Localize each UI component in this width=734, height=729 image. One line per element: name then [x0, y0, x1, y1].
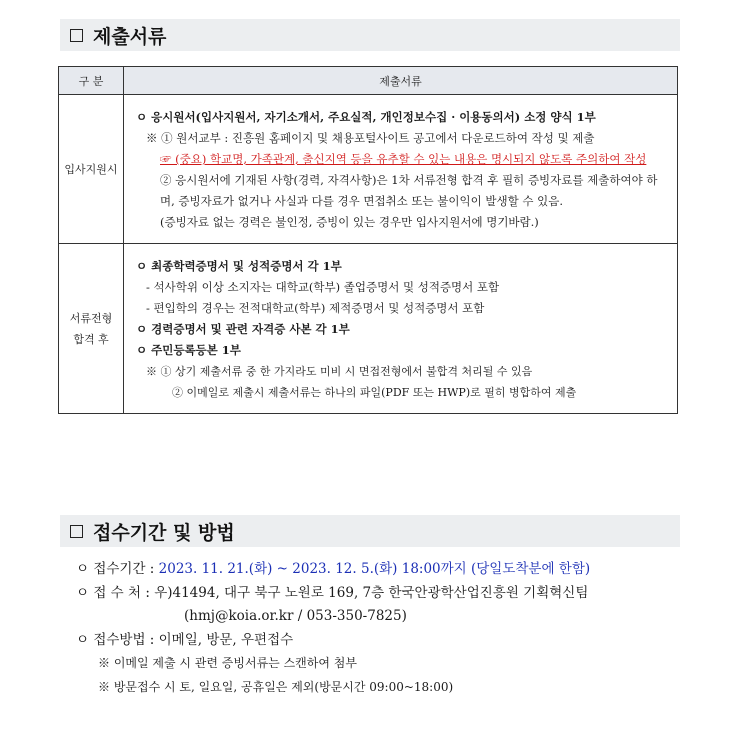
list-item: ㅇ 주민등록등본 1부: [136, 343, 241, 357]
section-title: 접수기간 및 방법: [93, 521, 235, 544]
period-label: ㅇ 접수기간 :: [76, 561, 155, 577]
column-header-category: 구 분: [59, 67, 124, 95]
list-item: ㅇ 최종학력증명서 및 성적증명서 각 1부: [136, 259, 342, 273]
period-row: [76, 558, 590, 582]
checkbox-square-icon: [70, 29, 83, 42]
row-label-application: 입사지원시: [59, 95, 124, 244]
place-row: [76, 582, 590, 606]
row-content-application: [124, 95, 678, 244]
note-item: ② 응시원서에 기재된 사항(경력, 자격사항)은 1차 서류전형 합격 후 필히 증빙자료를 제출하여야 하며, 증빙자료가 없거나 사실과 다를 경우 면접취소 또는 불이익이 발생할 수 있음.: [160, 173, 658, 208]
documents-table: [58, 66, 678, 414]
section-header-submission: [60, 515, 680, 547]
note-item: ※ ① 상기 제출서류 중 한 가지라도 미비 시 면접전형에서 불합격 처리될 수 있음: [146, 365, 533, 378]
row-content-after-screening: [124, 244, 678, 414]
note-scan: ※ 이메일 제출 시 관련 증빙서류는 스캔하여 첨부: [98, 656, 357, 670]
note-item: ② 이메일로 제출시 제출서류는 하나의 파일(PDF 또는 HWP)로 필히 병합하여 제출: [172, 386, 577, 399]
list-item: ㅇ 응시원서(입사지원서, 자기소개서, 주요실적, 개인정보수집 · 이용동의서) 소정 양식 1부: [136, 110, 596, 124]
table-row: [59, 244, 678, 414]
section-title: 제출서류: [93, 25, 167, 48]
method-value: 이메일, 방문, 우편접수: [158, 631, 294, 648]
method-label: ㅇ 접수방법 :: [76, 631, 155, 648]
submission-info: [76, 558, 590, 699]
place-value: 우)41494, 대구 북구 노원로 169, 7층 한국안광학산업진흥원 기획혁신팀: [154, 584, 589, 601]
table-row: [59, 95, 678, 244]
note-item: (증빙자료 없는 경력은 불인정, 증빙이 있는 경우만 입사지원서에 명기바람.): [160, 215, 539, 229]
note-item: ※ ① 원서교부 : 진흥원 홈페이지 및 채용포털사이트 공고에서 다운로드하여 작성 및 제출: [146, 131, 595, 145]
row-label-line: 합격 후: [73, 332, 109, 346]
row-label-after-screening: [59, 244, 124, 414]
note-visit-hours: ※ 방문접수 시 토, 일요일, 공휴일은 제외(방문시간 09:00~18:00): [98, 679, 454, 694]
table-header-row: [59, 67, 678, 95]
method-row: [76, 629, 590, 653]
sub-item: - 석사학위 이상 소지자는 대학교(학부) 졸업증명서 및 성적증명서 포함: [146, 280, 500, 294]
important-note: ☞ (중요) 학교명, 가족관계, 출신지역 등을 유추할 수 있는 내용은 명시되지 않도록 주의하여 작성: [160, 152, 647, 166]
contact-info: (hmj@koia.or.kr / 053-350-7825): [184, 608, 407, 624]
sub-item: - 편입학의 경우는 전적대학교(학부) 제적증명서 및 성적증명서 포함: [146, 301, 485, 315]
place-label: ㅇ 접 수 처 :: [76, 584, 150, 601]
row-label-line: 서류전형: [69, 311, 113, 325]
checkbox-square-icon: [70, 525, 83, 538]
list-item: ㅇ 경력증명서 및 관련 자격증 사본 각 1부: [136, 322, 350, 336]
section-header-documents: [60, 19, 680, 51]
period-value: 2023. 11. 21.(화) ~ 2023. 12. 5.(화) 18:00까지 (당일도착분에 한함): [158, 561, 591, 577]
column-header-documents: 제출서류: [124, 67, 678, 95]
